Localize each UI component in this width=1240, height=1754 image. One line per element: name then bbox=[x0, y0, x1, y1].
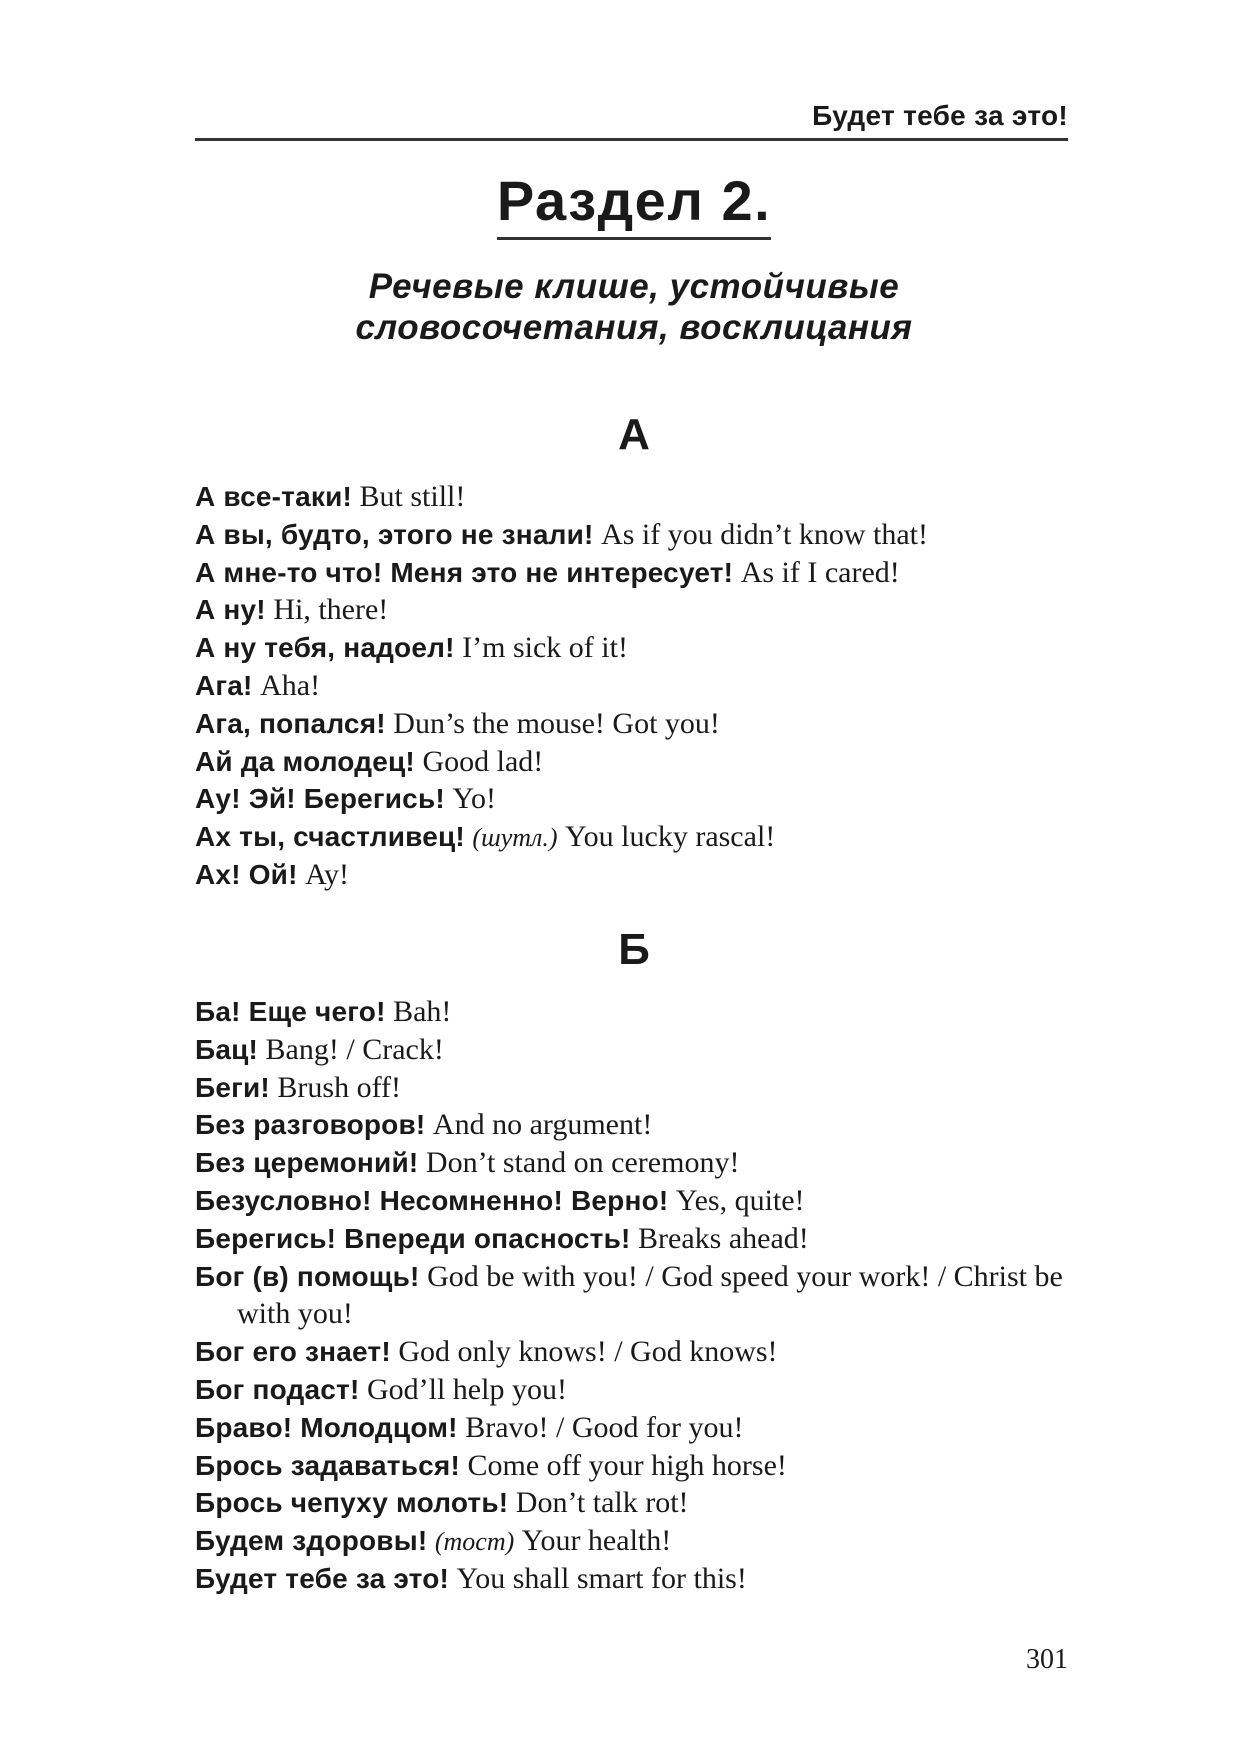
entry-phrase-ru: Будет тебе за это! bbox=[195, 1562, 450, 1594]
entry-phrase-ru: Без разговоров! bbox=[195, 1109, 426, 1141]
dictionary-entry bbox=[195, 993, 1095, 1031]
entry-phrase-ru: Будем здоровы! bbox=[195, 1525, 428, 1557]
entry-phrase-ru: Ай да молодец! bbox=[195, 745, 415, 777]
entry-phrase-ru: Брось чепуху молоть! bbox=[195, 1487, 509, 1519]
subtitle-line: Речевые клише, устойчивые bbox=[368, 267, 900, 306]
dictionary-entry bbox=[195, 1371, 1095, 1409]
section-subtitle bbox=[0, 266, 1240, 348]
subtitle-line: словосочетания, восклицания bbox=[355, 308, 913, 347]
dictionary-entry bbox=[195, 1484, 1095, 1522]
entry-phrase-ru: Ага! bbox=[195, 669, 253, 701]
entry-translation-en: Breaks ahead! bbox=[638, 1221, 809, 1255]
entry-translation-en: Dun’s the mouse! Got you! bbox=[393, 706, 720, 740]
entry-phrase-ru: Бог (в) помощь! bbox=[195, 1260, 420, 1292]
entry-phrase-ru: Ах ты, счастливец! bbox=[195, 821, 465, 853]
dictionary-entry bbox=[195, 1447, 1095, 1485]
dictionary-entry bbox=[195, 591, 1095, 629]
entry-translation-en: You shall smart for this! bbox=[456, 1561, 747, 1595]
dictionary-entry bbox=[195, 1106, 1095, 1144]
running-head: Будет тебе за это! bbox=[812, 100, 1068, 131]
dictionary-entry bbox=[195, 667, 1095, 705]
dictionary-entry bbox=[195, 780, 1095, 818]
dictionary-entry bbox=[195, 1333, 1095, 1371]
entry-translation-en: God only knows! / God knows! bbox=[398, 1335, 778, 1369]
dictionary-entry bbox=[195, 856, 1095, 894]
entry-translation-en: As if I cared! bbox=[740, 555, 900, 589]
entry-phrase-ru: Без церемоний! bbox=[195, 1147, 419, 1179]
entry-usage-note: (шутл.) bbox=[472, 823, 558, 853]
entry-translation-en: Ay! bbox=[305, 857, 350, 891]
entry-phrase-ru: Ба! Еще чего! bbox=[195, 996, 386, 1027]
entry-phrase-ru: А мне-то что! Меня это не интересует! bbox=[195, 556, 734, 588]
dictionary-entry bbox=[195, 554, 1095, 592]
entry-phrase-ru: Беги! bbox=[195, 1071, 270, 1103]
entry-translation-en: Bah! bbox=[393, 995, 452, 1028]
dictionary-entry bbox=[195, 1560, 1095, 1598]
entry-phrase-ru: Брось задаваться! bbox=[195, 1449, 460, 1481]
entry-phrase-ru: Берегись! Впереди опасность! bbox=[195, 1222, 631, 1254]
entry-phrase-ru: Бац! bbox=[195, 1033, 259, 1065]
page-number: 301 bbox=[1026, 1644, 1068, 1675]
entry-phrase-ru: А ну тебя, надоел! bbox=[195, 632, 455, 664]
entry-translation-en: Aha! bbox=[260, 668, 321, 702]
entries-list-a bbox=[195, 478, 1095, 894]
entry-phrase-ru: А вы, будто, этого не знали! bbox=[195, 518, 594, 550]
entry-translation-en: Bravo! / Good for you! bbox=[465, 1410, 744, 1444]
dictionary-entry bbox=[195, 705, 1095, 743]
dictionary-entry bbox=[195, 1144, 1095, 1182]
entry-phrase-ru: Ага, попался! bbox=[195, 707, 386, 739]
dictionary-entry bbox=[195, 818, 1095, 856]
letter-heading-a: А bbox=[618, 410, 650, 459]
entry-usage-note: (тост) bbox=[434, 1527, 515, 1557]
entry-phrase-ru: А ну! bbox=[195, 594, 266, 626]
dictionary-entry bbox=[195, 1258, 1095, 1334]
entry-translation-en: Brush off! bbox=[277, 1070, 402, 1104]
entry-phrase-ru: Безусловно! Несомненно! Верно! bbox=[195, 1184, 669, 1216]
entry-translation-en: Don’t stand on ceremony! bbox=[425, 1146, 740, 1180]
entry-translation-en: As if you didn’t know that! bbox=[601, 517, 929, 551]
entry-translation-en: God’ll help you! bbox=[366, 1372, 567, 1406]
entry-phrase-ru: Бог его знает! bbox=[195, 1336, 391, 1368]
dictionary-entry bbox=[195, 1522, 1095, 1560]
header-rule bbox=[195, 138, 1068, 141]
dictionary-entry bbox=[195, 1182, 1095, 1220]
dictionary-entry bbox=[195, 1220, 1095, 1258]
entry-translation-en: Yo! bbox=[452, 782, 497, 816]
dictionary-entry bbox=[195, 1409, 1095, 1447]
dictionary-entry bbox=[195, 1031, 1095, 1069]
entry-phrase-ru: Бог подаст! bbox=[195, 1373, 360, 1405]
section-title bbox=[0, 168, 1240, 240]
entry-translation-en: But still! bbox=[359, 480, 466, 513]
entry-phrase-ru: Браво! Молодцом! bbox=[195, 1411, 458, 1443]
dictionary-entry bbox=[195, 516, 1095, 554]
entry-phrase-ru: А все-таки! bbox=[195, 481, 353, 512]
letter-heading-b: Б bbox=[618, 925, 650, 974]
dictionary-entry bbox=[195, 629, 1095, 667]
entry-translation-en: Yes, quite! bbox=[675, 1183, 805, 1217]
entry-translation-en: And no argument! bbox=[432, 1108, 653, 1142]
entry-phrase-ru: Ау! Эй! Берегись! bbox=[195, 783, 445, 815]
entry-translation-en: Come off your high horse! bbox=[467, 1448, 787, 1482]
entry-translation-en: Bang! / Crack! bbox=[265, 1032, 444, 1066]
dictionary-entry bbox=[195, 478, 1095, 516]
entry-translation-en: Good lad! bbox=[422, 744, 544, 778]
entry-phrase-ru: Ах! Ой! bbox=[195, 858, 298, 890]
dictionary-entry bbox=[195, 1069, 1095, 1107]
section-title-text: Раздел 2. bbox=[497, 168, 771, 240]
entry-translation-en: I’m sick of it! bbox=[462, 631, 628, 665]
entry-translation-en: Don’t talk rot! bbox=[515, 1486, 689, 1520]
dictionary-entry bbox=[195, 743, 1095, 781]
entry-translation-en: Your health! bbox=[521, 1524, 672, 1558]
entry-translation-en: You lucky rascal! bbox=[565, 820, 776, 854]
entries-list-b bbox=[195, 993, 1095, 1598]
entry-translation-en: God be with you! / God speed your work! / Christ be with you! bbox=[237, 1259, 1063, 1331]
entry-translation-en: Hi, there! bbox=[273, 593, 389, 627]
